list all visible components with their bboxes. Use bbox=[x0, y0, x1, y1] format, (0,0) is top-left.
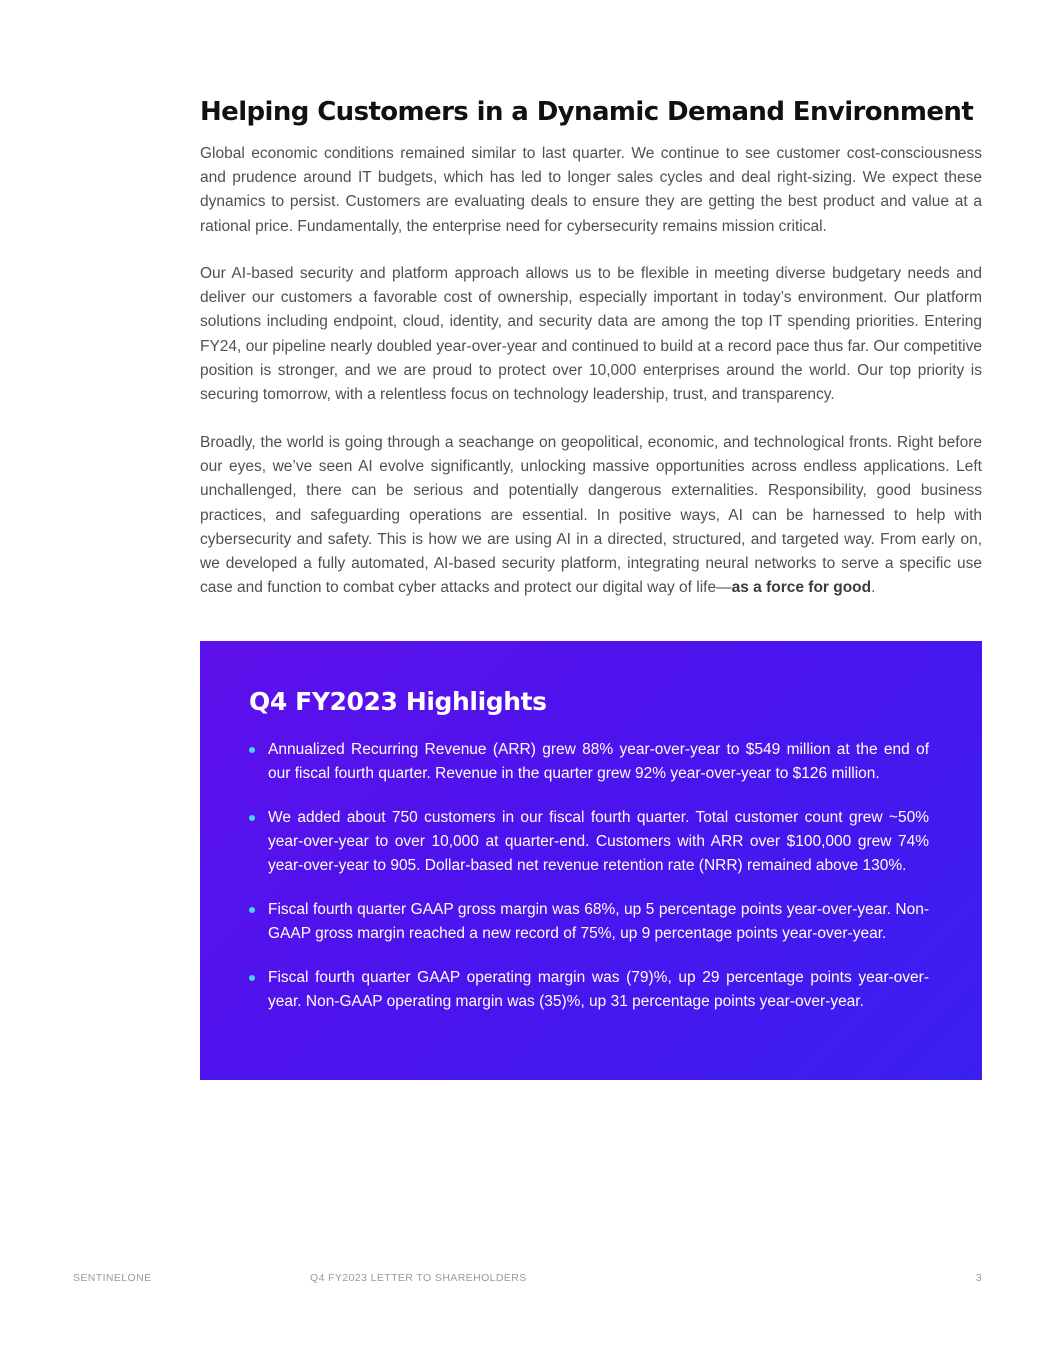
highlight-text: We added about 750 customers in our fiscal fourth quarter. Total customer count grew ~50% year-over-year to over 10,000 at quarter-end. Customers with ARR over $100,000 grew 74% year-over-year to 905. Dollar-based net revenue retention rate (NRR) remained above 130%. bbox=[268, 808, 929, 875]
highlights-panel bbox=[200, 641, 982, 1080]
body-paragraph-2: Our AI-based security and platform approach allows us to be flexible in meeting diverse budgetary needs and deliver our customers a favorable cost of ownership, especially important in today’s environment. Our platform solutions including endpoint, cloud, identity, and security data are among the top IT spending priorities. Entering FY24, our pipeline nearly doubled year-over-year and continued to build at a record pace thus far. Our competitive position is stronger, and we are proud to protect over 10,000 enterprises around the world. Our top priority is securing tomorrow, with a relentless focus on technology leadership, trust, and transparency. bbox=[200, 265, 982, 404]
body-paragraph-3 bbox=[200, 431, 982, 600]
footer-brand: SENTINELONE bbox=[73, 1272, 152, 1284]
highlight-item bbox=[249, 806, 929, 879]
footer-document-title: Q4 FY2023 LETTER TO SHAREHOLDERS bbox=[310, 1272, 527, 1284]
highlight-item bbox=[249, 966, 929, 1014]
highlight-text: Fiscal fourth quarter GAAP operating margin was (79)%, up 29 percentage points year-over-year. Non-GAAP operating margin was (35)%, up 31 percentage points year-over-year. bbox=[268, 968, 929, 1011]
body-paragraph-3-text: Broadly, the world is going through a seachange on geopolitical, economic, and technological fronts. Right before our eyes, we’ve seen AI evolve significantly, unlocking massive opportunities across endless applications. Left unchallenged, there can be serious and potentially dangerous externalities. Responsibility, good business practices, and safeguarding operations are essential. In positive ways, AI can be harnessed to help with cybersecurity and safety. This is how we are using AI in a directed, structured, and targeted way. From early on, we developed a fully automated, AI-based security platform, integrating neural networks to serve a specific use case and function to combat cyber attacks and protect our digital way of life— bbox=[200, 434, 982, 597]
highlight-item bbox=[249, 898, 929, 946]
footer-page-number: 3 bbox=[975, 1272, 982, 1284]
bullet-dot-icon bbox=[249, 747, 255, 753]
emphasis-force-for-good: as a force for good bbox=[731, 579, 872, 597]
body-paragraph-1: Global economic conditions remained similar to last quarter. We continue to see customer cost-consciousness and prudence around IT budgets, which has led to longer sales cycles and deal right-sizing. We expect these dynamics to persist. Customers are evaluating deals to ensure they are getting the best product and value at a rational price. Fundamentally, the enterprise need for cybersecurity remains mission critical. bbox=[200, 145, 982, 235]
body-paragraph-3-period: . bbox=[871, 579, 876, 597]
highlight-text: Annualized Recurring Revenue (ARR) grew 88% year-over-year to $549 million at the end of our fiscal fourth quarter. Revenue in the quarter grew 92% year-over-year to $126 million. bbox=[268, 741, 929, 783]
bullet-dot-icon bbox=[249, 907, 255, 913]
bullet-dot-icon bbox=[249, 975, 255, 981]
highlights-title: Q4 FY2023 Highlights bbox=[249, 687, 547, 716]
section-heading: Helping Customers in a Dynamic Demand Environment bbox=[200, 97, 974, 127]
bullet-dot-icon bbox=[249, 815, 255, 821]
highlight-item bbox=[249, 738, 929, 786]
highlights-list bbox=[249, 738, 929, 1034]
highlight-text: Fiscal fourth quarter GAAP gross margin was 68%, up 5 percentage points year-over-year. Non-GAAP gross margin reached a new record of 75%, up 9 percentage points year-over-year. bbox=[268, 901, 929, 943]
